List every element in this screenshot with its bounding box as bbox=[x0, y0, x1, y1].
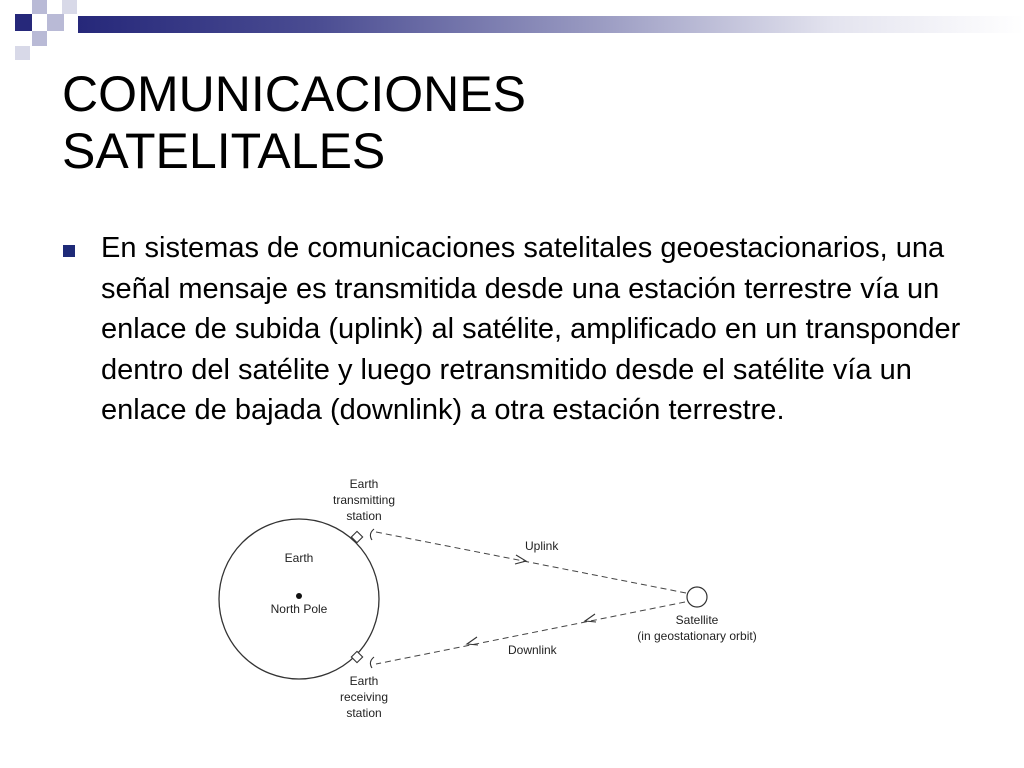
satellite-circle bbox=[687, 587, 707, 607]
downlink-arrowhead-sat bbox=[585, 614, 596, 622]
deco-square bbox=[15, 46, 30, 60]
tx-station-label-3: station bbox=[346, 509, 382, 523]
tx-station-body bbox=[351, 531, 362, 542]
deco-square bbox=[62, 0, 77, 14]
rx-station-label-3: station bbox=[346, 706, 382, 720]
deco-square bbox=[47, 14, 64, 31]
receiving-station bbox=[351, 651, 374, 668]
downlink-label: Downlink bbox=[508, 643, 557, 657]
deco-square bbox=[32, 0, 47, 14]
rx-station-label-2: receiving bbox=[339, 690, 389, 704]
rx-station-body bbox=[351, 651, 362, 662]
title-bar-gradient bbox=[78, 16, 1024, 33]
north-pole-dot bbox=[296, 593, 302, 599]
satellite-link-diagram bbox=[210, 476, 790, 726]
transmitting-station bbox=[351, 529, 374, 543]
bullet-text: En sistemas de comunicaciones satelitales geoestacionarios, una señal mensaje es transmitida desde una estación terrestre vía un enlace de subida (uplink) al satélite, amplificado en un transponder dentro del satélite y luego retransmitido desde el satélite vía un enlace de bajada (downlink) a otra estación terrestre. bbox=[101, 232, 961, 426]
earth-label: Earth bbox=[284, 551, 314, 565]
rx-station-label-1: Earth bbox=[349, 674, 379, 688]
satellite-orbit-label: (in geostationary orbit) bbox=[637, 629, 757, 643]
deco-square bbox=[32, 31, 47, 46]
tx-station-label-2: transmitting bbox=[332, 493, 396, 507]
uplink-label: Uplink bbox=[525, 539, 559, 553]
satellite-label: Satellite bbox=[675, 613, 719, 627]
deco-square bbox=[15, 14, 32, 31]
north-pole-label: North Pole bbox=[270, 602, 328, 616]
tx-station-label-1: Earth bbox=[349, 477, 379, 491]
slide-title: COMUNICACIONES SATELITALES bbox=[62, 66, 526, 179]
rx-antenna-dish bbox=[370, 657, 374, 668]
tx-antenna-dish bbox=[370, 529, 374, 540]
bullet-marker bbox=[63, 245, 75, 257]
